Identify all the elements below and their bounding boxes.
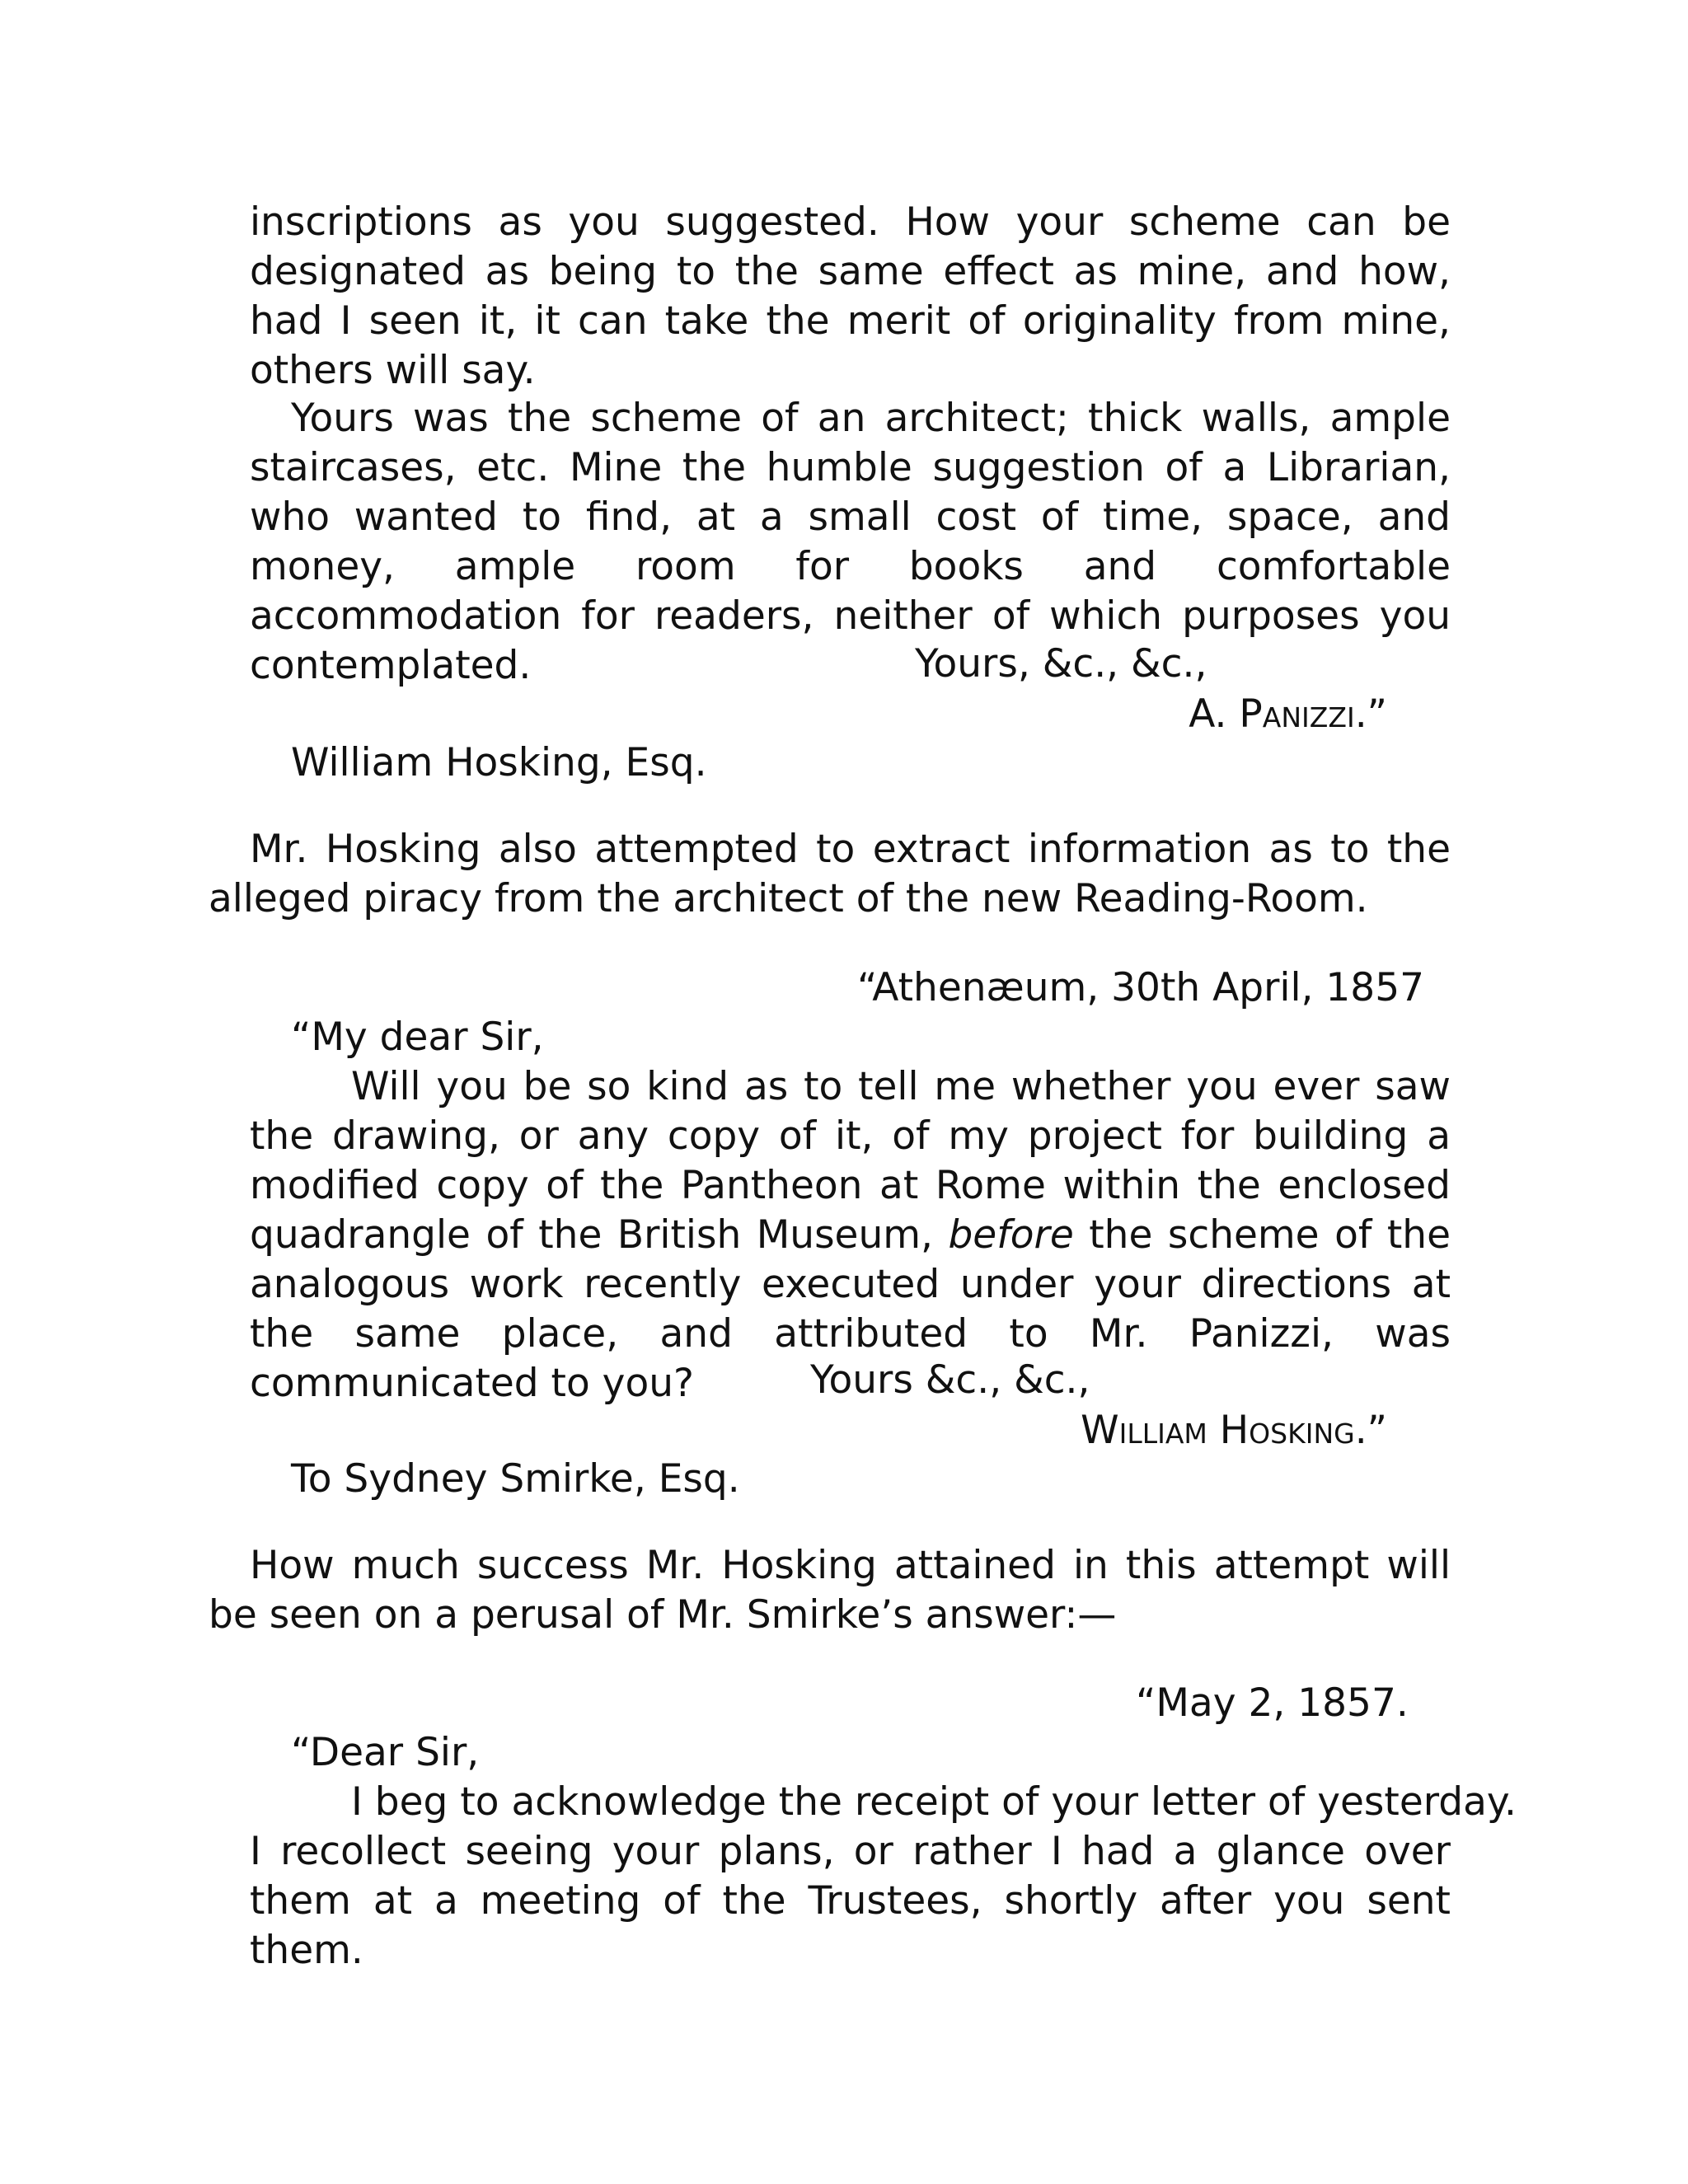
- letter1-closing: Yours, &c., &c.,: [915, 641, 1207, 687]
- signature-name: William Hosking: [1081, 1408, 1355, 1453]
- letter2-closing: Yours &c., &c.,: [810, 1357, 1090, 1403]
- letter3-body: I recollect seeing your plans, or rather I had a glance over them at a meeting of the Trustees, shortly after you sent them.: [250, 1829, 1451, 1973]
- narrative-paragraph-2: How much success Mr. Hosking attained in this attempt will be seen on a perusal of Mr. Smirke’s answer:—: [209, 1543, 1451, 1638]
- signature-end: .”: [1354, 1408, 1387, 1453]
- narrative-paragraph-1: Mr. Hosking also attempted to extract information as to the alleged piracy from the architect of the new Reading-Room.: [209, 827, 1451, 921]
- signature-initial: A.: [1189, 691, 1240, 737]
- signature-name: Panizzi: [1239, 691, 1355, 737]
- letter2-signature: [1081, 1406, 1387, 1455]
- letter2-body-emphasis: before: [948, 1212, 1074, 1258]
- letter3-salutation: “Dear Sir,: [291, 1730, 480, 1775]
- letter2-addressee: To Sydney Smirke, Esq.: [291, 1456, 740, 1502]
- letter3-dateline: “May 2, 1857.: [1136, 1680, 1409, 1726]
- letter2-body-part2: the scheme of the analogous work recently executed under your directions at the same place, and attributed to Mr. Panizzi, was communicated to you?: [250, 1212, 1451, 1406]
- letter1-addressee: William Hosking, Esq.: [291, 740, 707, 785]
- letter1-paragraph-2: Yours was the scheme of an architect; thick walls, ample staircases, etc. Mine the humble suggestion of a Librarian, who wanted to find, at a small cost of time, space, and money, ample room for books and comfortable accommodation for readers, neither of which purposes you contemplated.: [250, 396, 1451, 688]
- letter2-body-part1: Will you be so kind as to tell me whether you ever saw the drawing, or any copy of it, of my project for building a modified copy of the Pantheon at Rome within the enclosed quadrangle of the British Museum,: [250, 1064, 1451, 1258]
- letter3-body-first-line: I beg to acknowledge the receipt of your letter of yesterday.: [351, 1779, 1517, 1825]
- letter2-dateline: “Athenæum, 30th April, 1857: [857, 965, 1425, 1010]
- letter1-paragraph-1: inscriptions as you suggested. How your scheme can be designated as being to the same effect as mine, and how, had I seen it, it can take the merit of originality from mine, others will say.: [250, 199, 1451, 393]
- letter2-salutation: “My dear Sir,: [291, 1015, 544, 1060]
- letter1-signature: [1189, 690, 1387, 739]
- signature-end: .”: [1354, 691, 1387, 737]
